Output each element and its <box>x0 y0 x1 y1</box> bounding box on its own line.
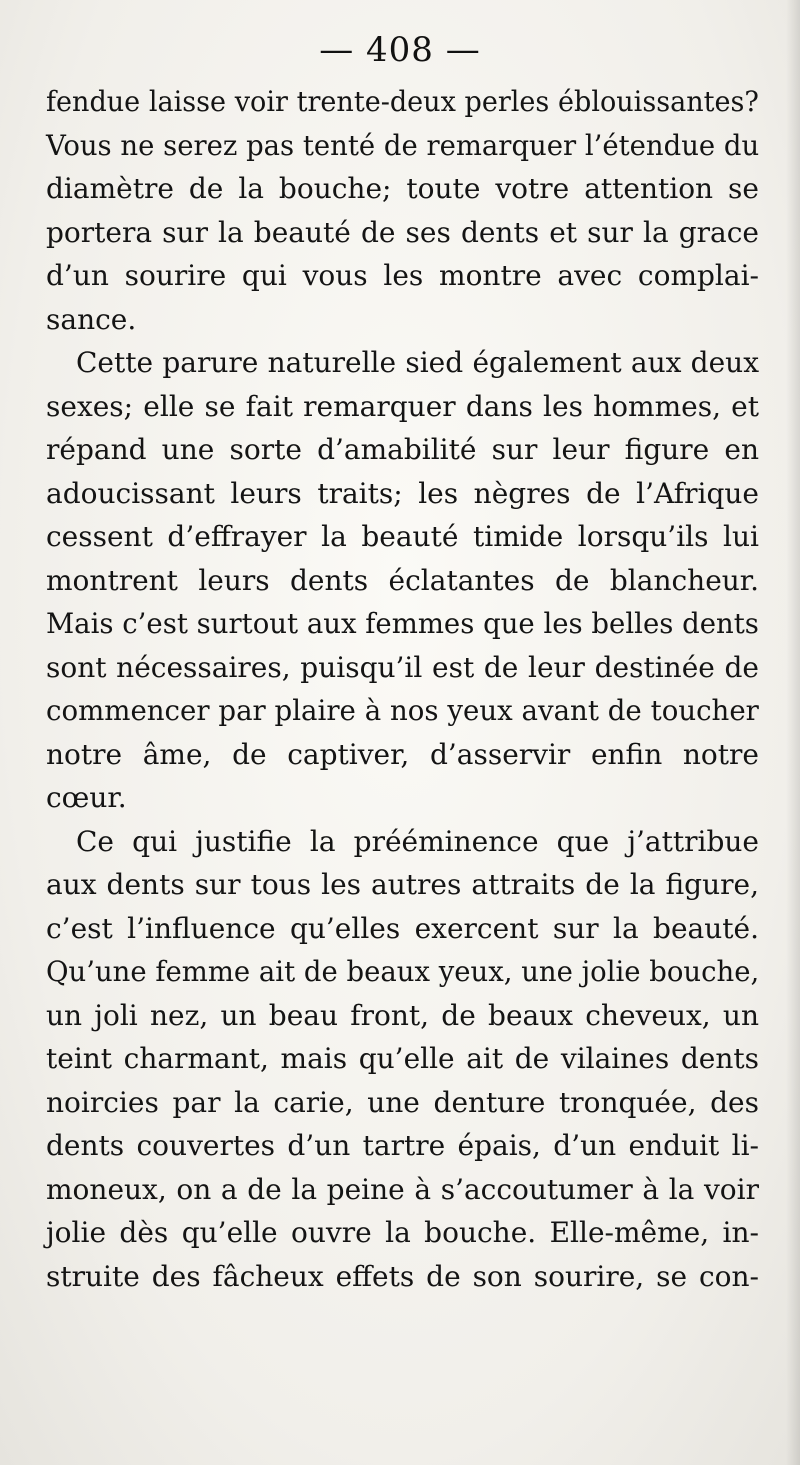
body-text <box>46 80 759 1298</box>
text-line: Cette parure naturelle sied également aux deux <box>76 346 759 379</box>
page-edge-shadow <box>786 0 800 1465</box>
text-line: dents couvertes d’un tartre épais, d’un enduit li- <box>46 1129 759 1162</box>
text-line: répand une sorte d’amabilité sur leur figure en <box>46 433 759 466</box>
text-line: Mais c’est surtout aux femmes que les belles dents <box>46 607 759 640</box>
text-line: Ce qui justifie la prééminence que j’attribue <box>76 824 759 858</box>
text-line: struite des fâcheux effets de son sourire, se con- <box>46 1259 759 1293</box>
text-line: jolie dès qu’elle ouvre la bouche. Elle-même, in- <box>46 1216 759 1249</box>
text-line: sexes; elle se fait remarquer dans les hommes, et <box>46 389 759 423</box>
text-line: un joli nez, un beau front, de beaux cheveux, un <box>46 998 759 1032</box>
text-line: diamètre de la bouche; toute votre attention se <box>46 172 759 205</box>
page-number: — 408 — <box>319 30 481 70</box>
text-line: aux dents sur tous les autres attraits de la figure, <box>46 868 759 901</box>
text-line: commencer par plaire à nos yeux avant de toucher <box>46 694 759 727</box>
text-line: Vous ne serez pas tenté de remarquer l’étendue du <box>46 128 760 162</box>
text-line: teint charmant, mais qu’elle ait de vilaines dents <box>46 1042 759 1075</box>
text-line: noircies par la carie, une denture tronquée, des <box>46 1085 759 1119</box>
text-line: sance. <box>46 302 137 336</box>
text-line: d’un sourire qui vous les montre avec complai- <box>46 259 759 292</box>
text-line: cessent d’effrayer la beauté timide lorsqu’ils lui <box>46 520 759 553</box>
text-line: portera sur la beauté de ses dents et sur la grace <box>46 215 759 249</box>
text-line: c’est l’influence qu’elles exercent sur la beauté. <box>46 911 759 945</box>
text-line: Qu’une femme ait de beaux yeux, une jolie bouche, <box>46 955 760 988</box>
text-line: montrent leurs dents éclatantes de blancheur. <box>46 563 759 597</box>
text-line: adoucissant leurs traits; les nègres de l’Afrique <box>46 476 759 510</box>
text-line: sont nécessaires, puisqu’il est de leur destinée de <box>46 650 759 684</box>
text-line: notre âme, de captiver, d’asservir enfin notre <box>46 737 759 771</box>
text-line: fendue laisse voir trente-deux perles éblouissantes? <box>46 85 759 118</box>
text-line: moneux, on a de la peine à s’accoutumer à la voir <box>46 1172 759 1206</box>
text-line: cœur. <box>46 781 127 814</box>
